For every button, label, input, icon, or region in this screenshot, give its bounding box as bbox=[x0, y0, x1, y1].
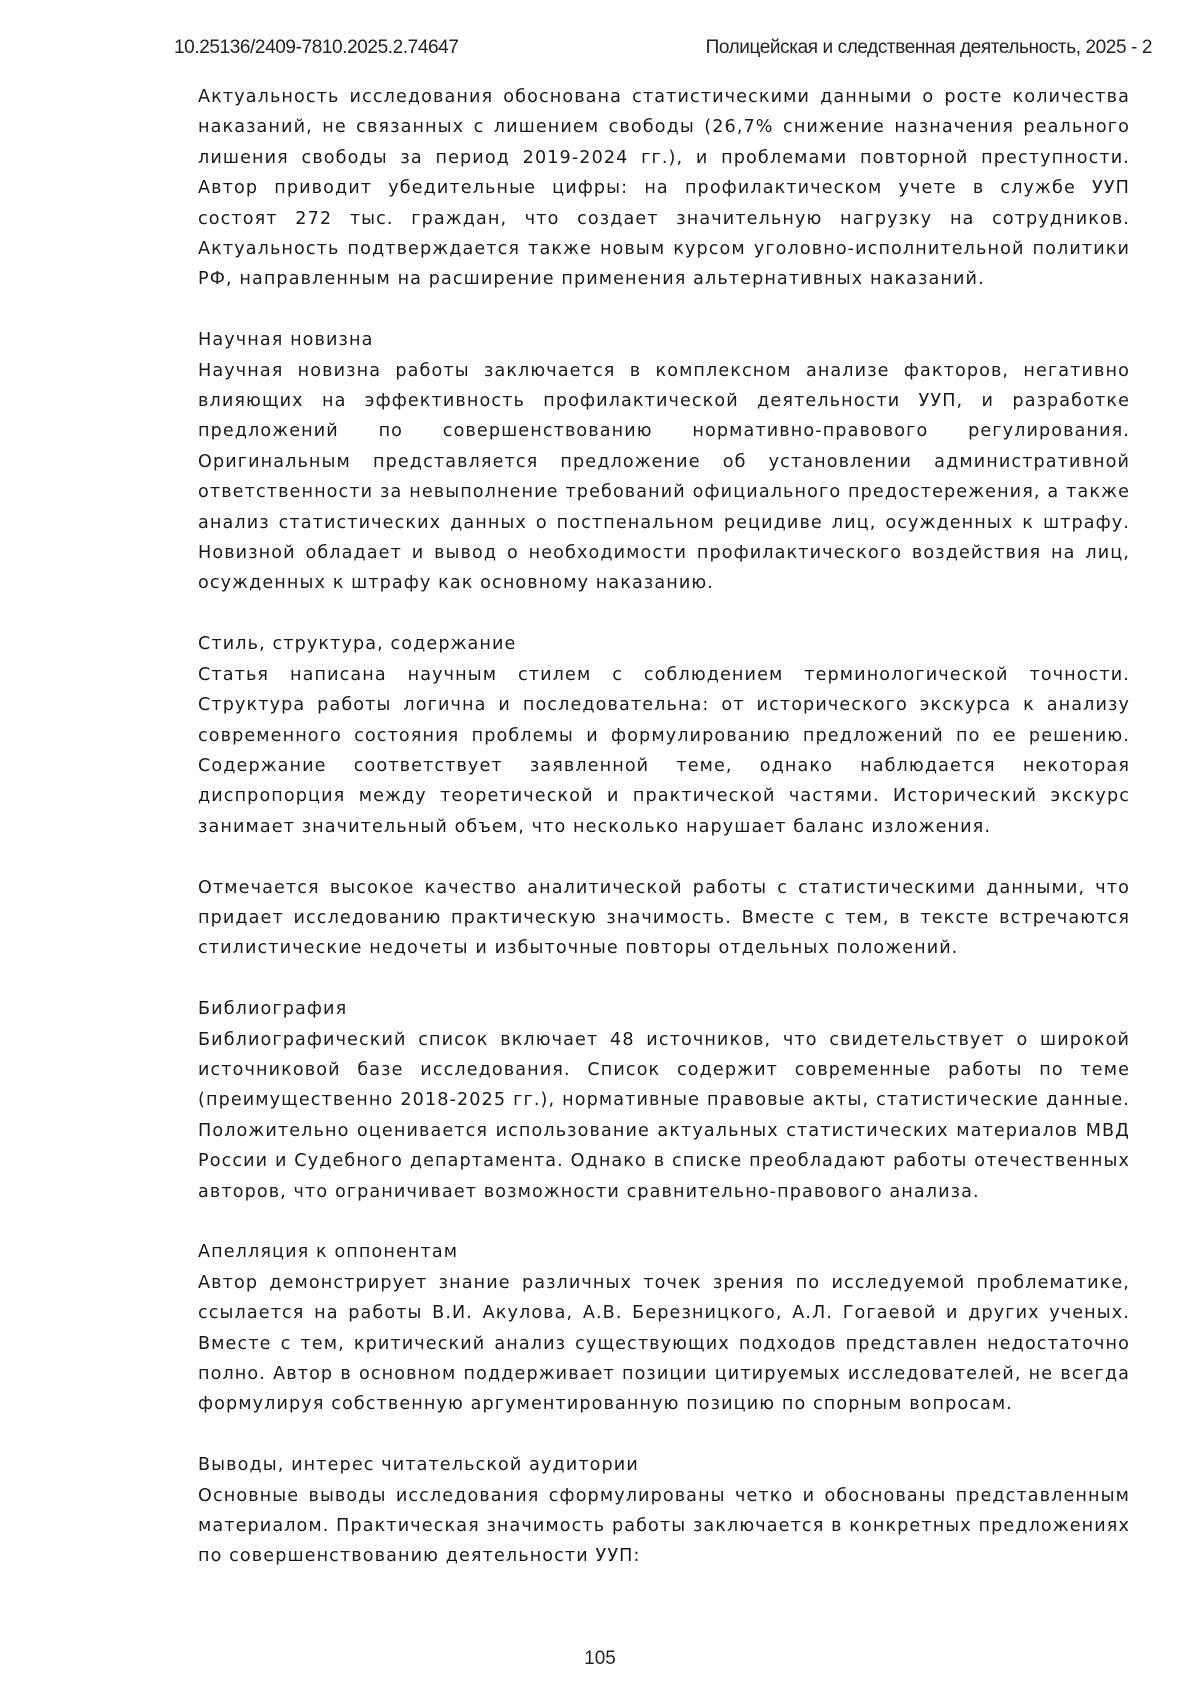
opponents-paragraph: Автор демонстрирует знание различных точек зрения по исследуемой проблематике, ссылается на работы В.И. Акулова, А.В. Березницкого, А.Л. Гогаевой и других ученых. Вместе с тем, критический анализ существующих подходов представлен недостаточно полно. Автор в основном поддерживает позиции цитируемых исследователей, не всегда формулируя собственную аргументированную позицию по спорным вопросам. bbox=[198, 1272, 1130, 1415]
spacer bbox=[198, 599, 1130, 629]
spacer bbox=[198, 842, 1130, 872]
analysis-quality-paragraph: Отмечается высокое качество аналитической работы с статистическими данными, что придает исследованию практическую значимость. Вместе с тем, в тексте встречаются стилистические недочеты и избыточные повторы отдельных положений. bbox=[198, 877, 1130, 959]
running-header bbox=[174, 34, 1152, 62]
review-body bbox=[198, 82, 1130, 1572]
spacer bbox=[198, 1420, 1130, 1450]
spacer bbox=[198, 1207, 1130, 1237]
conclusions-paragraph: Основные выводы исследования сформулированы четко и обоснованы представленным материалом. Практическая значимость работы заключается в конкретных предложениях по совершенствованию деятельности УУП: bbox=[198, 1485, 1130, 1567]
novelty-paragraph: Научная новизна работы заключается в комплексном анализе факторов, негативно влияющих на эффективность профилактической деятельности УУП, и разработке предложений по совершенствованию нормативно-правового регулирования. Оригинальным представляется предложение об установлении административной ответственности за невыполнение требований официального предостережения, а также анализ статистических данных о постпенальном рецидиве лиц, осужденных к штрафу. Новизной обладает и вывод о необходимости профилактического воздействия на лиц, осужденных к штрафу как основному наказанию. bbox=[198, 360, 1130, 594]
relevance-paragraph: Актуальность исследования обоснована статистическими данными о росте количества наказаний, не связанных с лишением свободы (26,7% снижение назначения реального лишения свободы за период 2019-2024 гг.), и проблемами повторной преступности. Автор приводит убедительные цифры: на профилактическом учете в службе УУП состоят 272 тыс. граждан, что создает значительную нагрузку на сотрудников. Актуальность подтверждается также новым курсом уголовно-исполнительной политики РФ, направленным на расширение применения альтернативных наказаний. bbox=[198, 87, 1130, 290]
spacer bbox=[198, 295, 1130, 325]
page-number: 105 bbox=[584, 1648, 616, 1669]
section-heading-conclusions: Выводы, интерес читательской аудитории bbox=[198, 1455, 639, 1476]
style-paragraph: Статья написана научным стилем с соблюдением терминологической точности. Структура работы логична и последовательна: от исторического экскурса к анализу современного состояния проблемы и формулированию предложений по ее решению. Содержание соответствует заявленной теме, однако наблюдается некоторая диспропорция между теоретической и практической частями. Исторический экскурс занимает значительный объем, что несколько нарушает баланс изложения. bbox=[198, 664, 1130, 837]
bibliography-paragraph: Библиографический список включает 48 источников, что свидетельствует о широкой источниковой базе исследования. Список содержит современные работы по теме (преимущественно 2018-2025 гг.), нормативные правовые акты, статистические данные. Положительно оценивается использование актуальных статистических материалов МВД России и Судебного департамента. Однако в списке преобладают работы отечественных авторов, что ограничивает возможности сравнительно-правового анализа. bbox=[198, 1029, 1130, 1202]
journal-title: Полицейская и следственная деятельность, 2025 - 2 bbox=[705, 37, 1152, 58]
doi-label: 10.25136/2409-7810.2025.2.74647 bbox=[174, 37, 459, 58]
section-heading-novelty: Научная новизна bbox=[198, 330, 374, 351]
spacer bbox=[198, 964, 1130, 994]
section-heading-style: Стиль, структура, содержание bbox=[198, 634, 517, 655]
section-heading-bibliography: Библиография bbox=[198, 999, 348, 1020]
section-heading-opponents: Апелляция к оппонентам bbox=[198, 1242, 459, 1263]
